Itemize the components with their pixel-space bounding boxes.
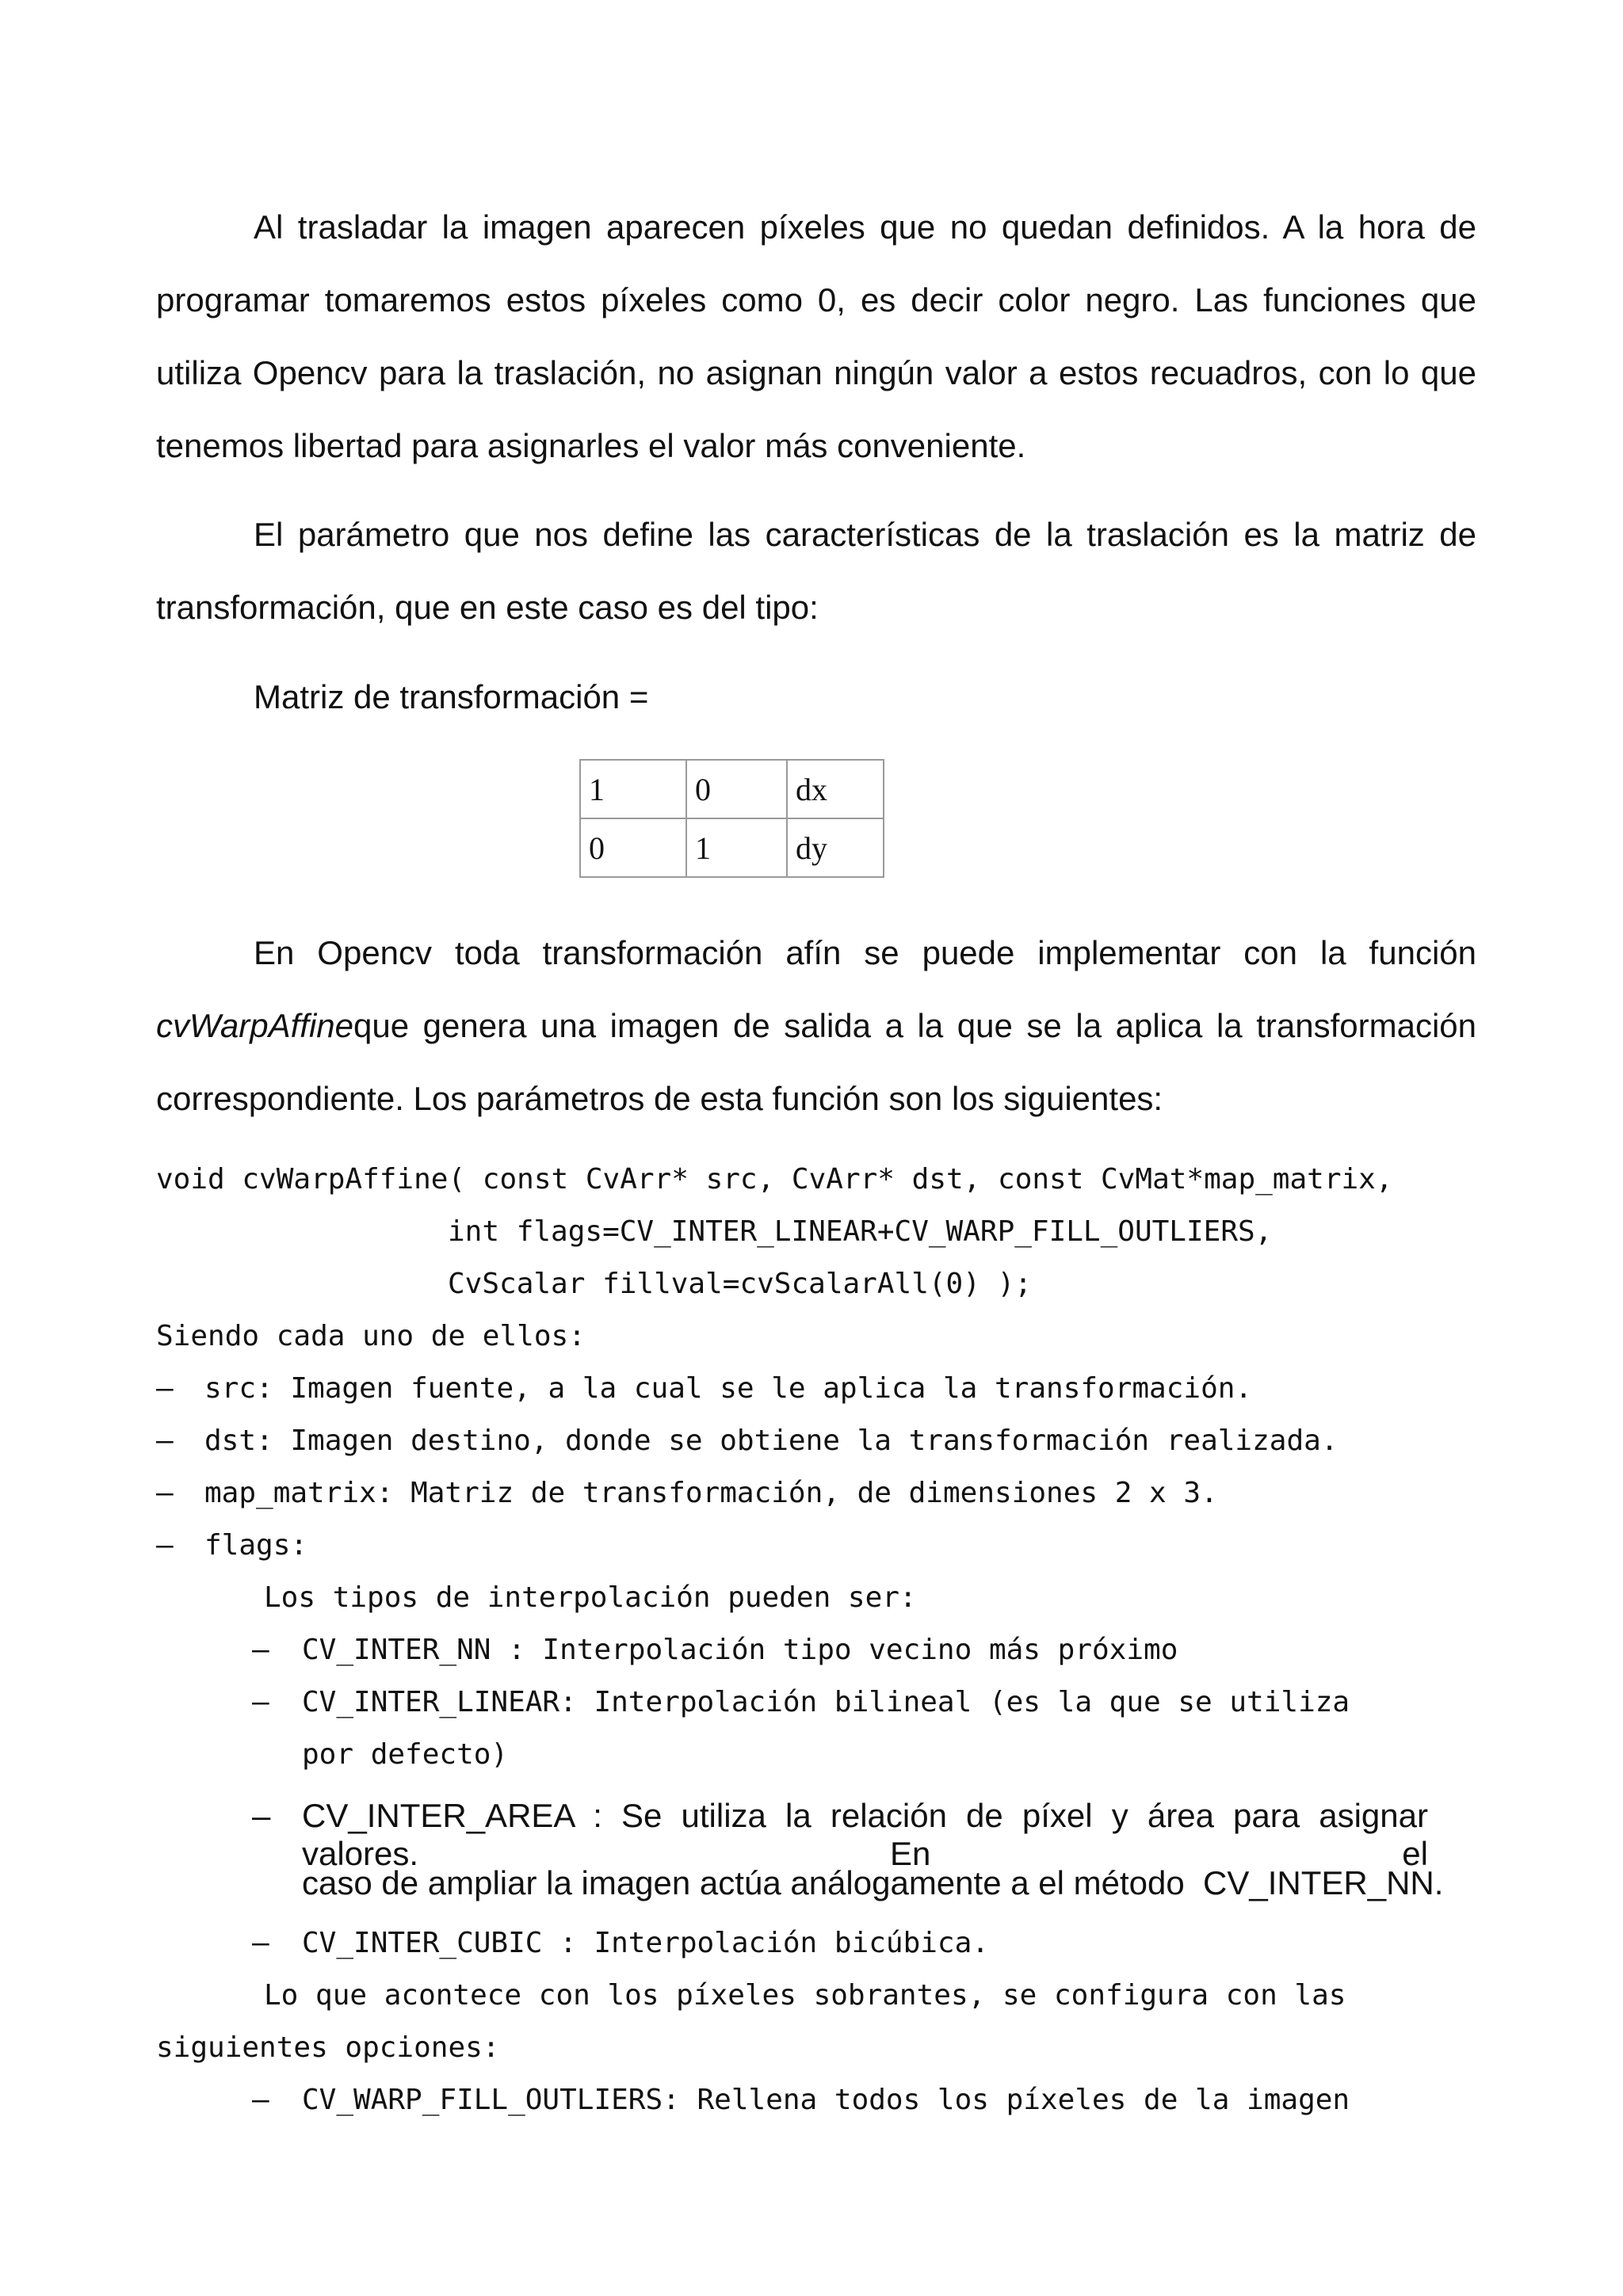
option-inter-area-cont: caso de ampliar la imagen actúa análogamente a el método CV_INTER_NN. — [302, 1864, 1444, 1901]
param-flags: flags: — [204, 1529, 308, 1562]
option-inter-area: CV_INTER_AREA : Se utiliza la relación de píxel y área para asignar valores. En el — [302, 1797, 1428, 1872]
paragraph-3-line-2 — [156, 1007, 1476, 1045]
code-signature-line-2: int flags=CV_INTER_LINEAR+CV_WARP_FILL_OUTLIERS, — [448, 1215, 1273, 1248]
matrix-row — [580, 818, 884, 877]
list-bullet: – — [252, 1686, 269, 1718]
list-bullet: – — [252, 1634, 269, 1666]
paragraph-3-line-1: En Opencv toda transformación afín se puede implementar con la función — [254, 934, 1476, 971]
paragraph-1-line-2: programar tomaremos estos píxeles como 0, es decir color negro. Las funciones que — [156, 281, 1476, 318]
paragraph-1-line-1: Al trasladar la imagen aparecen píxeles que no quedan definidos. A la hora de — [254, 208, 1476, 246]
paragraph-3-line-2-rest: que genera una imagen de salida a la que se la aplica la transformación — [353, 1007, 1476, 1044]
matrix-row — [580, 760, 884, 818]
interpolation-intro: Los tipos de interpolación pueden ser: — [264, 1581, 917, 1614]
matrix-cell: 0 — [580, 818, 686, 877]
param-map-matrix: map_matrix: Matriz de transformación, de dimensiones 2 x 3. — [204, 1477, 1218, 1509]
matrix-cell: dx — [787, 760, 884, 818]
paragraph-1-line-4: tenemos libertad para asignarles el valor más conveniente. — [156, 427, 1026, 464]
option-inter-linear: CV_INTER_LINEAR: Interpolación bilineal (es la que se utiliza — [302, 1686, 1350, 1718]
list-bullet: – — [156, 1529, 174, 1562]
list-bullet: – — [252, 2084, 269, 2116]
list-bullet: – — [252, 1797, 271, 1834]
option-warp-fill-outliers: CV_WARP_FILL_OUTLIERS: Rellena todos los píxeles de la imagen — [302, 2084, 1350, 2116]
transformation-matrix — [579, 759, 884, 878]
matrix-cell: 1 — [580, 760, 686, 818]
params-intro: Siendo cada uno de ellos: — [156, 1320, 586, 1352]
list-bullet: – — [252, 1927, 269, 1959]
param-src: src: Imagen fuente, a la cual se le aplica la transformación. — [204, 1372, 1253, 1405]
list-bullet: – — [156, 1425, 174, 1457]
option-inter-nn: CV_INTER_NN : Interpolación tipo vecino más próximo — [302, 1634, 1178, 1666]
paragraph-1-line-3: utiliza Opencv para la traslación, no asignan ningún valor a estos recuadros, con lo que — [156, 354, 1476, 391]
option-inter-linear-cont: por defecto) — [302, 1738, 509, 1771]
matrix-cell: dy — [787, 818, 884, 877]
outliers-intro-line-2: siguientes opciones: — [156, 2031, 500, 2064]
function-name: cvWarpAffine — [156, 1007, 353, 1044]
matrix-label: Matriz de transformación = — [254, 678, 649, 715]
matrix-cell: 1 — [686, 818, 787, 877]
list-bullet: – — [156, 1477, 174, 1509]
outliers-intro-line-1: Lo que acontece con los píxeles sobrantes, se configura con las — [264, 1979, 1346, 2012]
paragraph-3-line-3: correspondiente. Los parámetros de esta función son los siguientes: — [156, 1080, 1163, 1117]
option-inter-cubic: CV_INTER_CUBIC : Interpolación bicúbica. — [302, 1927, 989, 1959]
list-bullet: – — [156, 1372, 174, 1405]
paragraph-2-line-1: El parámetro que nos define las características de la traslación es la matriz de — [254, 516, 1476, 553]
paragraph-2-line-2: transformación, que en este caso es del tipo: — [156, 589, 819, 626]
code-signature-line-1: void cvWarpAffine( const CvArr* src, CvArr* dst, const CvMat*map_matrix, — [156, 1163, 1393, 1196]
param-dst: dst: Imagen destino, donde se obtiene la transformación realizada. — [204, 1425, 1338, 1457]
matrix-cell: 0 — [686, 760, 787, 818]
code-signature-line-3: CvScalar fillval=cvScalarAll(0) ); — [448, 1268, 1032, 1300]
